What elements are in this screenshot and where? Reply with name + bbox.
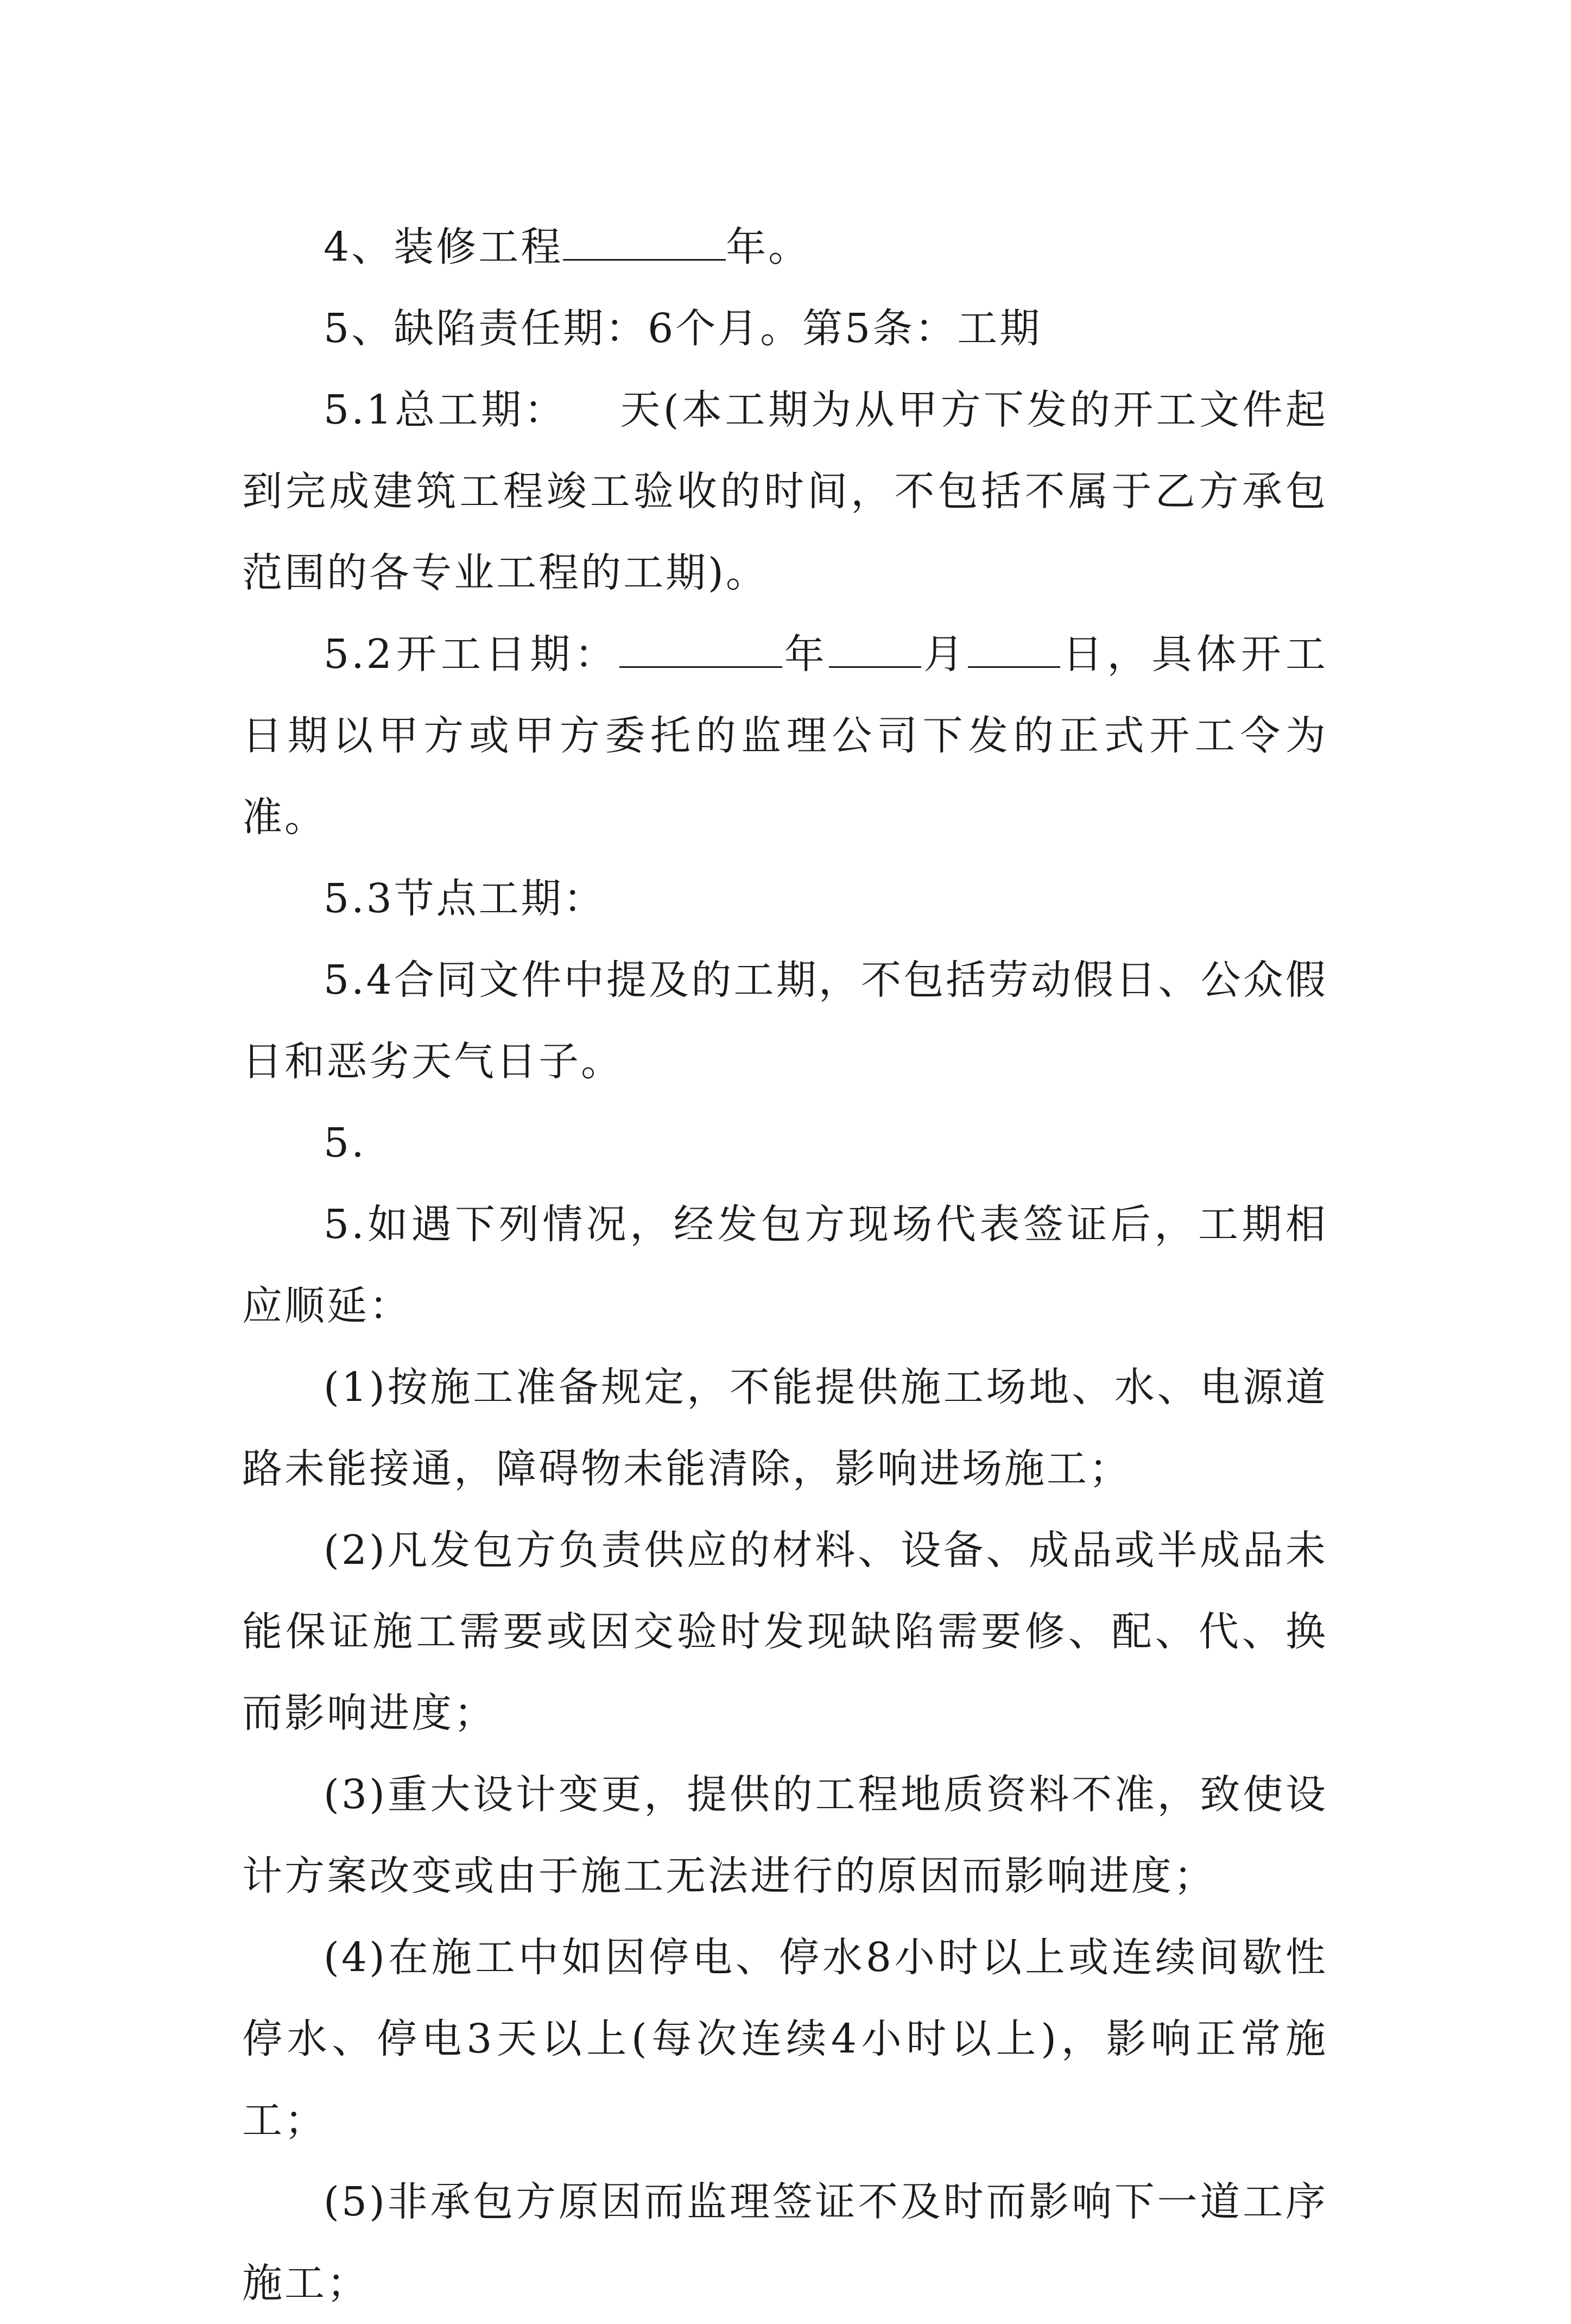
- blank-field: [567, 390, 619, 424]
- condition-item-4: (4)在施工中如因停电、停水8小时以上或连续间歇性停水、停电3天以上(每次连续4小时以上)，影响正常施工；: [242, 1934, 1328, 2144]
- clause-total-duration: [242, 369, 1328, 614]
- clause-text: 4、装修工程: [324, 224, 563, 270]
- clause-decoration-warranty: [242, 206, 1328, 288]
- clause-milestone-duration: 5.3节点工期：: [324, 875, 606, 922]
- clause-holiday-exclusion: 5.4合同文件中提及的工期，不包括劳动假日、公众假日和恶劣天气日子。: [242, 957, 1328, 1085]
- clause-start-date: [242, 614, 1328, 858]
- condition-item-2: (2)凡发包方负责供应的材料、设备、成品或半成品未能保证施工需要或因交验时发现缺陷需要修、配、代、换而影响进度；: [242, 1527, 1328, 1736]
- clause-text: 日，具体开工日期以甲方或甲方委托的监理公司下发的正式开工令为准。: [242, 631, 1328, 841]
- clause-text: 月: [921, 631, 968, 678]
- blank-month-field: [829, 633, 921, 668]
- clause-extension-conditions: 5.如遇下列情况，经发包方现场代表签证后，工期相应顺延：: [242, 1201, 1328, 1329]
- condition-item-1: (1)按施工准备规定，不能提供施工场地、水、电源道路未能接通，障碍物未能清除，影响进场施工；: [242, 1364, 1328, 1492]
- condition-item-3: (3)重大设计变更，提供的工程地质资料不准，致使设计方案改变或由于施工无法进行的原因而影响进度；: [242, 1771, 1328, 1899]
- document-body: [242, 206, 1328, 2324]
- clause-defect-liability: 5、缺陷责任期：6个月。第5条：工期: [324, 305, 1042, 352]
- clause-text: 天(本工期为从甲方下发的开工文件起到完成建筑工程竣工验收的时间，不包括不属于乙方承包范围的各专业工程的工期)。: [242, 387, 1328, 596]
- blank-field: [563, 225, 726, 261]
- condition-item-5: (5)非承包方原因而监理签证不及时而影响下一道工序施工；: [242, 2178, 1328, 2307]
- clause-text: 年。: [726, 224, 811, 270]
- clause-empty-number: 5.: [324, 1120, 366, 1166]
- blank-day-field: [968, 633, 1060, 668]
- clause-text: 5.2开工日期：: [324, 631, 619, 678]
- clause-text: 年: [782, 631, 829, 678]
- clause-text: 5.1总工期：: [324, 387, 567, 433]
- blank-year-field: [619, 633, 782, 668]
